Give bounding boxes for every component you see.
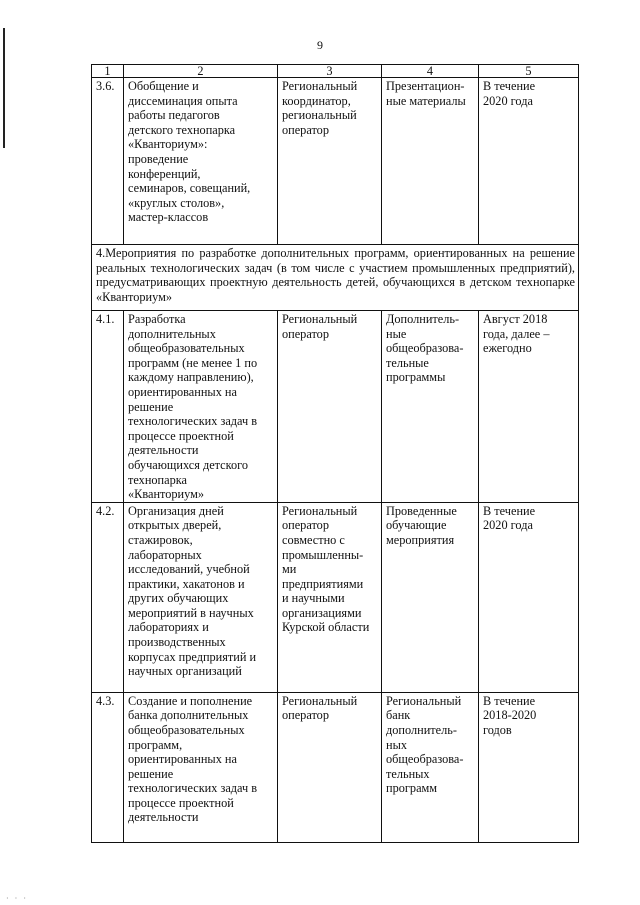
row-number: 3.6.: [92, 78, 124, 245]
column-header: 3: [278, 65, 382, 78]
page-number: 9: [317, 38, 323, 52]
table-row: [92, 311, 579, 503]
responsible-party: Региональный оператор: [278, 311, 382, 503]
table-row: [92, 502, 579, 692]
column-header: 2: [124, 65, 278, 78]
responsible-party: Региональный оператор совместно с промышленны- ми предприятиями и научными организациями Курской области: [278, 502, 382, 692]
activities-table: [91, 64, 579, 843]
scan-artifact: · · ·: [6, 894, 28, 903]
section-heading-row: [92, 245, 579, 311]
expected-result: Региональный банк дополнитель- ных общеобразова- тельных программ: [382, 692, 479, 842]
responsible-party: Региональный оператор: [278, 692, 382, 842]
deadline: Август 2018 года, далее – ежегодно: [479, 311, 579, 503]
row-number: 4.3.: [92, 692, 124, 842]
event-description: Разработка дополнительных общеобразовательных программ (не менее 1 по каждому направлению), ориентированных на решение технологических задач в процессе проектной деятельности обучающихся детского технопарка «Кванториум»: [124, 311, 278, 503]
event-description: Организация дней открытых дверей, стажировок, лабораторных исследований, учебной практики, хакатонов и других обучающих мероприятий в научных лабораториях и производственных корпусах предприятий и научных организаций: [124, 502, 278, 692]
event-description: Обобщение и диссеминация опыта работы педагогов детского технопарка «Кванториум»: проведение конференций, семинаров, совещаний, «круглых столов», мастер-классов: [124, 78, 278, 245]
row-number: 4.1.: [92, 311, 124, 503]
event-description: Создание и пополнение банка дополнительных общеобразовательных программ, ориентированных на решение технологических задач в процессе проектной деятельности: [124, 692, 278, 842]
section-4-title: 4.Мероприятия по разработке дополнительных программ, ориентированных на решение реальных технологических задач (в том числе с участием промышленных предприятий), предусматривающих проектную деятельность детей, обучающихся в детском технопарке «Кванториум»: [92, 245, 579, 311]
deadline: В течение 2020 года: [479, 78, 579, 245]
deadline: В течение 2020 года: [479, 502, 579, 692]
column-header: 1: [92, 65, 124, 78]
expected-result: Проведенные обучающие мероприятия: [382, 502, 479, 692]
expected-result: Дополнитель- ные общеобразова- тельные программы: [382, 311, 479, 503]
table-header-row: [92, 65, 579, 78]
column-header: 5: [479, 65, 579, 78]
table-row: [92, 78, 579, 245]
table-row: [92, 692, 579, 842]
column-header: 4: [382, 65, 479, 78]
deadline: В течение 2018-2020 годов: [479, 692, 579, 842]
row-number: 4.2.: [92, 502, 124, 692]
expected-result: Презентацион- ные материалы: [382, 78, 479, 245]
responsible-party: Региональный координатор, региональный оператор: [278, 78, 382, 245]
